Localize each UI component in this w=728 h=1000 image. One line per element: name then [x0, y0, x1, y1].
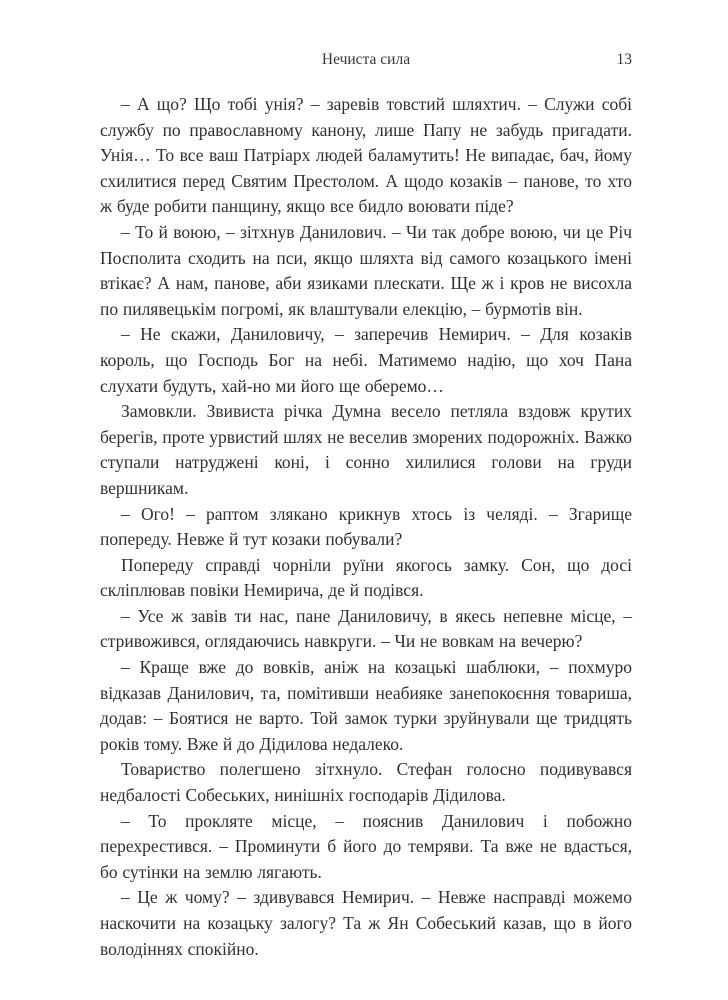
running-title: Нечиста сила: [321, 51, 411, 68]
page-number: 13: [616, 51, 632, 68]
paragraph: – То й воюю, – зітхнув Данилович. – Чи так добре воюю, чи це Річ Посполита сходить на пси, якщо шляхта від самого козацького імені втікає? А нам, панове, аби язиками плескати. Ще ж і кров не висохла по пилявецькім погромі, як влаштували елекцію, – бурмотів він.: [100, 221, 632, 319]
paragraph: – А що? Що тобі унія? – заревів товстий шляхтич. – Служи собі службу по православному канону, лише Папу не забудь пригадати. Унія… То все ваш Патріарх людей баламутить! Не випадає, бач, йому схилитися перед Святим Престолом. А щодо козаків – панове, то хто ж буде робити панщину, якщо все бидло воювати піде?: [100, 94, 632, 217]
page-body: [100, 92, 632, 962]
paragraph: – Краще вже до вовків, аніж на козацькі шаблюки, – похмуро відказав Данилович, та, помітивши неабияке занепокоєння товариша, додав: – Боятися не варто. Той замок турки зруйнували ще тридцять років тому. Вже й до Дідилова недалеко.: [100, 657, 632, 754]
paragraph: – Усе ж завів ти нас, пане Даниловичу, в якесь непевне місце, – стривожився, оглядаючись навкруги. – Чи не вовкам на вечерю?: [100, 605, 632, 652]
paragraph: – Ого! – раптом злякано крикнув хтось із челяді. – Згарище попереду. Невже й тут козаки побували?: [100, 503, 632, 550]
paragraph: Попереду справді чорніли руїни якогось замку. Сон, що досі скліплював повіки Немирича, де й подівся.: [100, 554, 632, 601]
paragraph: Замовкли. Звивиста річка Думна весело петляла вздовж крутих берегів, проте урвистий шлях не веселив зморених подорожніх. Важко ступали натруджені коні, і сонно хилилися голови на груди вершникам.: [100, 401, 632, 498]
paragraph: – Не скажи, Даниловичу, – заперечив Немирич. – Для козаків король, що Господь Бог на небі. Матимемо надію, що хоч Пана слухати будуть, хай-но ми його ще оберемо…: [100, 324, 632, 396]
paragraph: – Це ж чому? – здивувався Немирич. – Невже насправді можемо наскочити на козацьку залогу? Та ж Ян Собеський казав, що в його володіннях спокійно.: [100, 887, 632, 959]
page-header: [100, 50, 632, 70]
paragraph: Товариство полегшено зітхнуло. Стефан голосно подивувався недбалості Собеських, нинішніх господарів Дідилова.: [100, 759, 632, 806]
paragraph: – То прокляте місце, – пояснив Данилович і побожно перехрестився. – Проминути б його до темряви. Та вже не вдасться, бо сутінки на землю лягають.: [100, 810, 632, 882]
